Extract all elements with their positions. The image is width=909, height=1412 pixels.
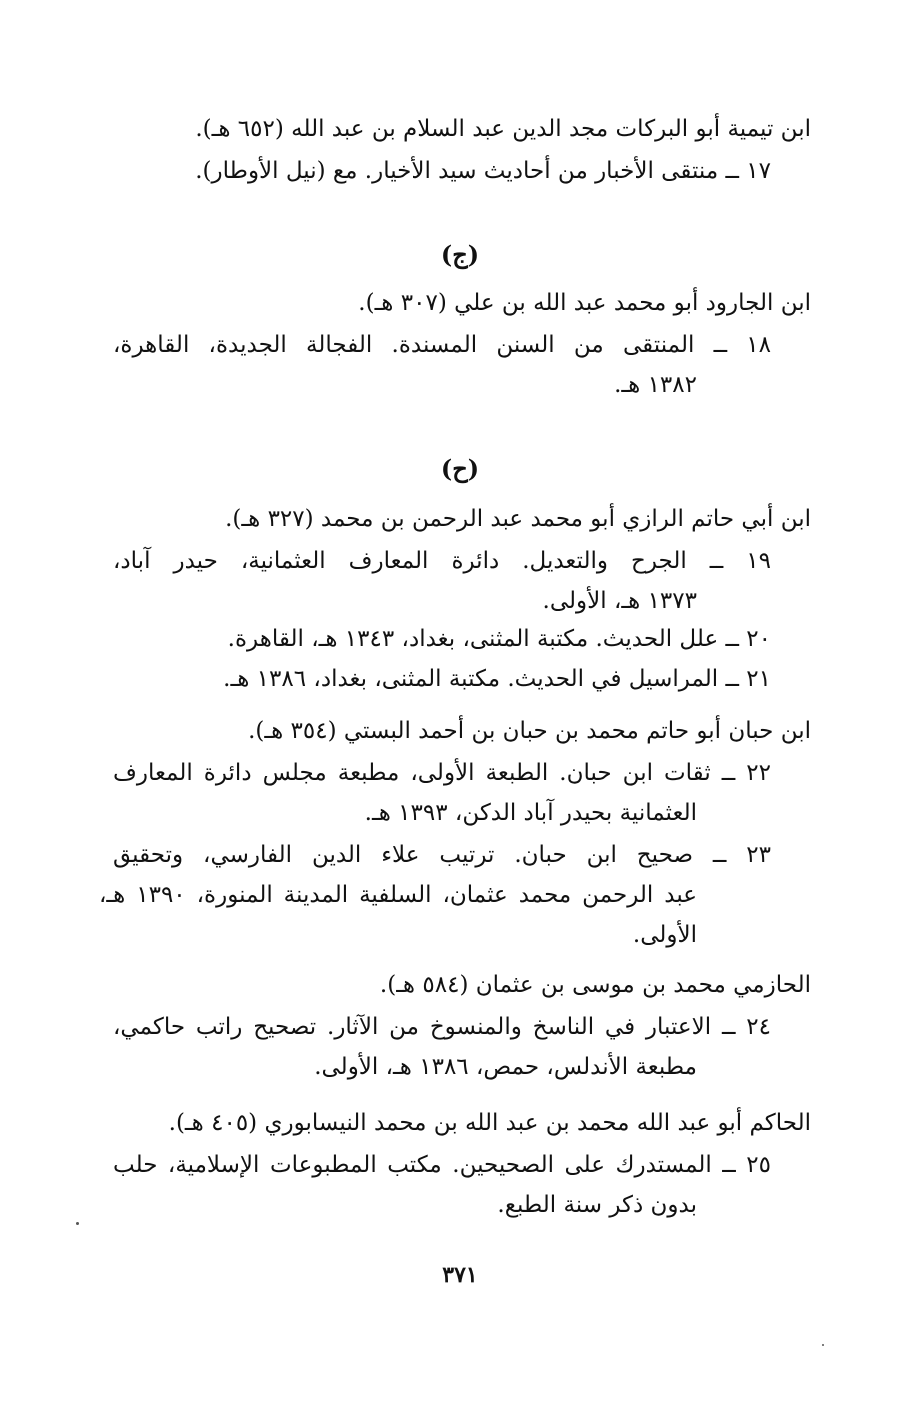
- scan-speck: [822, 1344, 824, 1346]
- author-line: الحاكم أبو عبد الله محمد بن عبد الله بن محمد النيسابوري (٤٠٥ هـ).: [168, 1110, 811, 1136]
- reference-entry: ٢٠ ــ علل الحديث. مكتبة المثنى، بغداد، ١٣٤٣ هـ، القاهرة.: [227, 626, 771, 652]
- reference-continuation: مطبعة الأندلس، حمص، ١٣٨٦ هـ، الأولى.: [314, 1054, 697, 1080]
- section-heading: (ح): [440, 454, 480, 483]
- reference-continuation: عبد الرحمن محمد عثمان، السلفية المدينة المنورة، ١٣٩٠ هـ،: [99, 882, 697, 908]
- author-line: الحازمي محمد بن موسى بن عثمان (٥٨٤ هـ).: [379, 972, 811, 998]
- author-line: ابن تيمية أبو البركات مجد الدين عبد السلام بن عبد الله (٦٥٢ هـ).: [195, 116, 811, 142]
- reference-entry: ٢٤ ــ الاعتبار في الناسخ والمنسوخ من الآثار. تصحيح راتب حاكمي،: [113, 1014, 771, 1040]
- reference-entry: ٢٢ ــ ثقات ابن حبان. الطبعة الأولى، مطبعة مجلس دائرة المعارف: [113, 760, 771, 786]
- reference-entry: ١٩ ــ الجرح والتعديل. دائرة المعارف العثمانية، حيدر آباد،: [113, 548, 771, 574]
- reference-continuation: الأولى.: [632, 922, 697, 948]
- reference-continuation: بدون ذكر سنة الطبع.: [497, 1192, 697, 1218]
- reference-entry: ١٧ ــ منتقى الأخبار من أحاديث سيد الأخيار. مع (نيل الأوطار).: [195, 158, 771, 184]
- reference-continuation: العثمانية بحيدر آباد الدكن، ١٣٩٣ هـ.: [364, 800, 697, 826]
- reference-continuation: ١٣٧٣ هـ، الأولى.: [542, 588, 697, 614]
- scan-speck: [76, 1222, 79, 1225]
- reference-entry: ٢١ ــ المراسيل في الحديث. مكتبة المثنى، بغداد، ١٣٨٦ هـ.: [223, 666, 771, 692]
- reference-entry: ٢٥ ــ المستدرك على الصحيحين. مكتب المطبوعات الإسلامية، حلب: [113, 1152, 771, 1178]
- reference-entry: ١٨ ــ المنتقى من السنن المسندة. الفجالة الجديدة، القاهرة،: [113, 332, 771, 358]
- author-line: ابن الجارود أبو محمد عبد الله بن علي (٣٠٧ هـ).: [358, 290, 811, 316]
- reference-entry: ٢٣ ــ صحيح ابن حبان. ترتيب علاء الدين الفارسي، وتحقيق: [113, 842, 771, 868]
- section-heading: (ج): [440, 240, 480, 269]
- reference-continuation: ١٣٨٢ هـ.: [614, 372, 697, 398]
- author-line: ابن أبي حاتم الرازي أبو محمد عبد الرحمن بن محمد (٣٢٧ هـ).: [225, 506, 811, 532]
- page-number: ٣٧١: [442, 1262, 478, 1288]
- author-line: ابن حبان أبو حاتم محمد بن حبان بن أحمد البستي (٣٥٤ هـ).: [248, 718, 811, 744]
